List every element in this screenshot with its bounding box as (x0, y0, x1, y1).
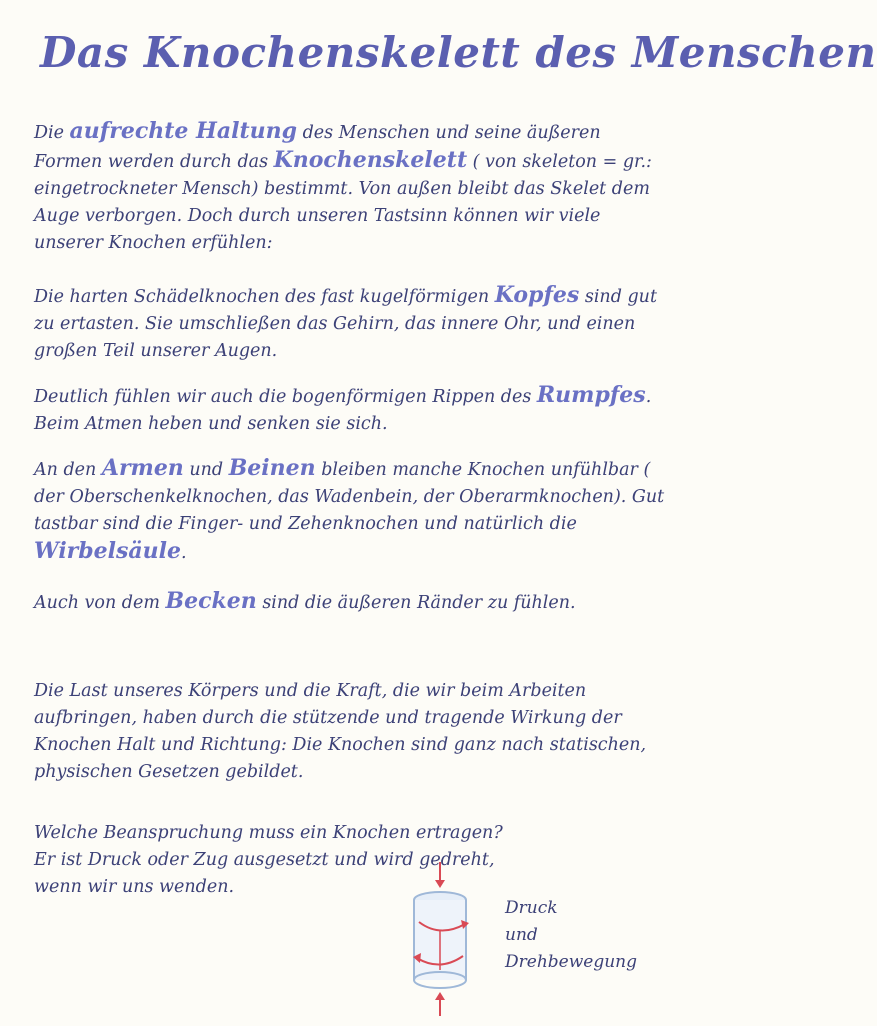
bottom-arrow-icon (435, 992, 445, 1016)
highlight-becken: Becken (165, 588, 257, 614)
paragraph-last: Die Last unseres Körpers und die Kraft, die wir beim Arbeiten aufbringen, haben durch die stützende und tragende Wirkung der Knochen Halt und Richtung: Die Knochen sind ganz nach statischen, physischen Gesetzen gebildet. (34, 681, 647, 782)
paragraph-becken (34, 588, 674, 617)
text: Auch von dem (34, 593, 166, 613)
diagram-caption (505, 895, 675, 976)
text: . Beim Atmen heben und senken sie sich. (34, 387, 652, 434)
text: sind gut zu ertasten. Sie umschließen das Gehirn, das innere Ohr, und einen großen Teil unserer Augen. (34, 287, 657, 361)
text: Die (34, 123, 70, 143)
paragraph-kopf (34, 282, 674, 365)
page-title: Das Knochenskelett des Menschen (40, 28, 877, 77)
highlight-rumpfes: Rumpfes (536, 382, 646, 408)
caption-line: Drehbewegung (505, 952, 637, 972)
caption-line: und (505, 925, 538, 945)
caption-line: Druck (505, 898, 558, 918)
text: . (181, 543, 187, 563)
paragraph-intro (34, 118, 674, 257)
top-arrow-icon (435, 862, 445, 888)
bone-stress-diagram (395, 860, 505, 1020)
text: sind die äußeren Ränder zu fühlen. (256, 593, 576, 613)
highlight-armen: Armen (101, 455, 184, 481)
paragraph-arme-beine (34, 455, 674, 567)
paragraph-rumpf (34, 382, 674, 438)
highlight-aufrechte-haltung: aufrechte Haltung (69, 118, 297, 144)
highlight-wirbelsaeule: Wirbelsäule (34, 538, 181, 564)
text: und (183, 460, 229, 480)
answer-line: Er ist Druck oder Zug ausgesetzt und wird gedreht, wenn wir uns wenden. (34, 850, 495, 897)
text: bleiben manche Knochen unfühlbar ( der Oberschenkelknochen, das Wadenbein, der Oberarmknochen). Gut tastbar sind die Finger- und Zehenknochen und natürlich die (34, 460, 665, 534)
highlight-knochenskelett: Knochenskelett (273, 147, 468, 173)
paragraph-beanspruchung (34, 820, 674, 901)
text: Die harten Schädelknochen des fast kugelförmigen (34, 287, 495, 307)
highlight-beinen: Beinen (228, 455, 316, 481)
question-line: Welche Beanspruchung muss ein Knochen ertragen? (34, 823, 503, 843)
text: des Menschen und seine äußeren Formen werden durch das (34, 123, 601, 172)
highlight-kopfes: Kopfes (494, 282, 580, 308)
text: ( von skeleton = gr.: eingetrockneter Mensch) bestimmt. Von außen bleibt das Skelet dem Auge verborgen. Doch durch unseren Tastsinn können wir viele unserer Knochen erfühlen: (34, 152, 652, 253)
text: An den (34, 460, 102, 480)
text: Deutlich fühlen wir auch die bogenförmigen Rippen des (34, 387, 537, 407)
